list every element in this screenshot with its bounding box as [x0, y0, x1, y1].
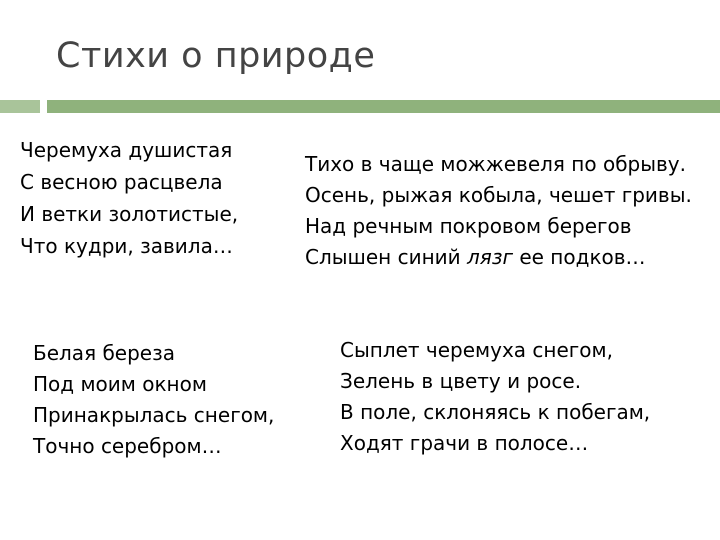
poem-line: Тихо в чаще можжевеля по обрыву. [305, 152, 686, 176]
poem-line: Осень, рыжая кобыла, чешет гривы. [305, 183, 692, 207]
poem-line: И ветки золотистые, [20, 202, 239, 226]
poem-cheremukha-snegom [340, 335, 650, 459]
poem-line: Черемуха душистая [20, 138, 233, 162]
italic-word: лязг [467, 245, 513, 269]
slide-title: Стихи о природе [56, 36, 376, 76]
line-part: Слышен синий [305, 245, 468, 269]
poem-line: Ходят грачи в полосе… [340, 431, 589, 455]
poem-line-last [305, 242, 692, 273]
poem-line: Под моим окном [33, 372, 207, 396]
poem-line: Белая береза [33, 341, 175, 365]
poem-line: Над речным покровом берегов [305, 214, 632, 238]
accent-bar-left [0, 100, 40, 113]
poem-line: Сыплет черемуха снегом, [340, 338, 613, 362]
poem-line: Зелень в цвету и росе. [340, 369, 582, 393]
poem-line: В поле, склоняясь к побегам, [340, 400, 651, 424]
accent-bar [47, 100, 720, 113]
line-part: ее подков… [512, 245, 646, 269]
poem-osen [305, 149, 692, 273]
poem-line: С весною расцвела [20, 170, 223, 194]
poem-cheremukha [20, 134, 238, 262]
poem-line: Принакрылась снегом, [33, 403, 275, 427]
poem-bereza [33, 338, 274, 462]
poem-line: Точно серебром… [33, 434, 222, 458]
poem-line: Что кудри, завила… [20, 234, 233, 258]
